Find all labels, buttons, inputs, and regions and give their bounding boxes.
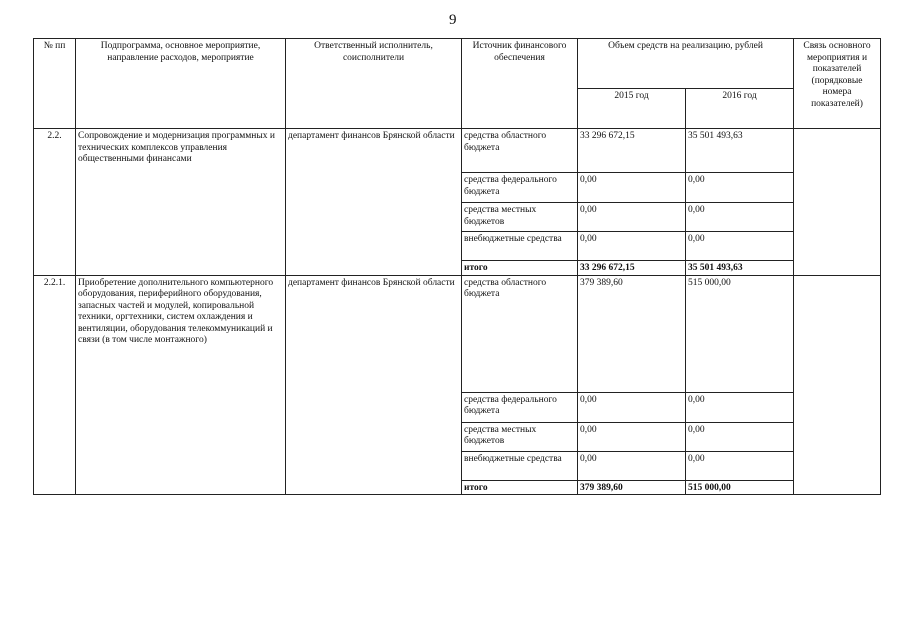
value-2016: 35 501 493,63	[686, 129, 794, 173]
value-2015: 0,00	[578, 203, 686, 232]
value-2015: 0,00	[578, 173, 686, 203]
page-number: 9	[449, 12, 457, 28]
value-2016-total: 35 501 493,63	[686, 261, 794, 276]
source-cell: средства областного бюджета	[462, 275, 578, 392]
row-number: 2.2.	[34, 129, 76, 276]
value-2015-total: 379 389,60	[578, 480, 686, 495]
source-cell: средства федерального бюджета	[462, 173, 578, 203]
value-2015: 379 389,60	[578, 275, 686, 392]
source-cell-total: итого	[462, 261, 578, 276]
link-cell	[794, 275, 881, 495]
row-number: 2.2.1.	[34, 275, 76, 495]
header-num: № пп	[34, 39, 76, 129]
value-2015: 0,00	[578, 392, 686, 422]
source-cell: средства областного бюджета	[462, 129, 578, 173]
executor-name: департамент финансов Брянской области	[286, 275, 462, 495]
value-2016: 0,00	[686, 232, 794, 261]
financing-table	[33, 38, 881, 495]
header-year-2015: 2015 год	[578, 89, 686, 129]
value-2016-total: 515 000,00	[686, 480, 794, 495]
source-cell: средства федерального бюджета	[462, 392, 578, 422]
value-2015: 0,00	[578, 232, 686, 261]
program-name: Приобретение дополнительного компьютерного оборудования, периферийного оборудования, запасных частей и модулей, копировальной техники, оргтехники, систем охлаждения и вентиляции, оборудования телекоммуникаций и связи (в том числе монтажного)	[76, 275, 286, 495]
header-volume: Объем средств на реализацию, рублей	[578, 39, 794, 89]
executor-name: департамент финансов Брянской области	[286, 129, 462, 276]
value-2016: 0,00	[686, 451, 794, 480]
value-2016: 0,00	[686, 422, 794, 451]
header-executor: Ответственный исполнитель, соисполнители	[286, 39, 462, 129]
value-2016: 515 000,00	[686, 275, 794, 392]
source-cell: средства местных бюджетов	[462, 203, 578, 232]
value-2015: 0,00	[578, 422, 686, 451]
source-cell: внебюджетные средства	[462, 232, 578, 261]
source-cell: внебюджетные средства	[462, 451, 578, 480]
value-2016: 0,00	[686, 392, 794, 422]
header-program: Подпрограмма, основное мероприятие, направление расходов, мероприятие	[76, 39, 286, 129]
program-name: Сопровождение и модернизация программных и технических комплексов управления общественными финансами	[76, 129, 286, 276]
table-row	[34, 129, 881, 173]
header-source: Источник финансового обеспечения	[462, 39, 578, 129]
value-2016: 0,00	[686, 173, 794, 203]
value-2015: 0,00	[578, 451, 686, 480]
source-cell-total: итого	[462, 480, 578, 495]
header-year-2016: 2016 год	[686, 89, 794, 129]
value-2016: 0,00	[686, 203, 794, 232]
value-2015-total: 33 296 672,15	[578, 261, 686, 276]
value-2015: 33 296 672,15	[578, 129, 686, 173]
header-link: Связь основного мероприятия и показателей (порядковые номера показателей)	[794, 39, 881, 129]
link-cell	[794, 129, 881, 276]
table-row	[34, 275, 881, 392]
source-cell: средства местных бюджетов	[462, 422, 578, 451]
